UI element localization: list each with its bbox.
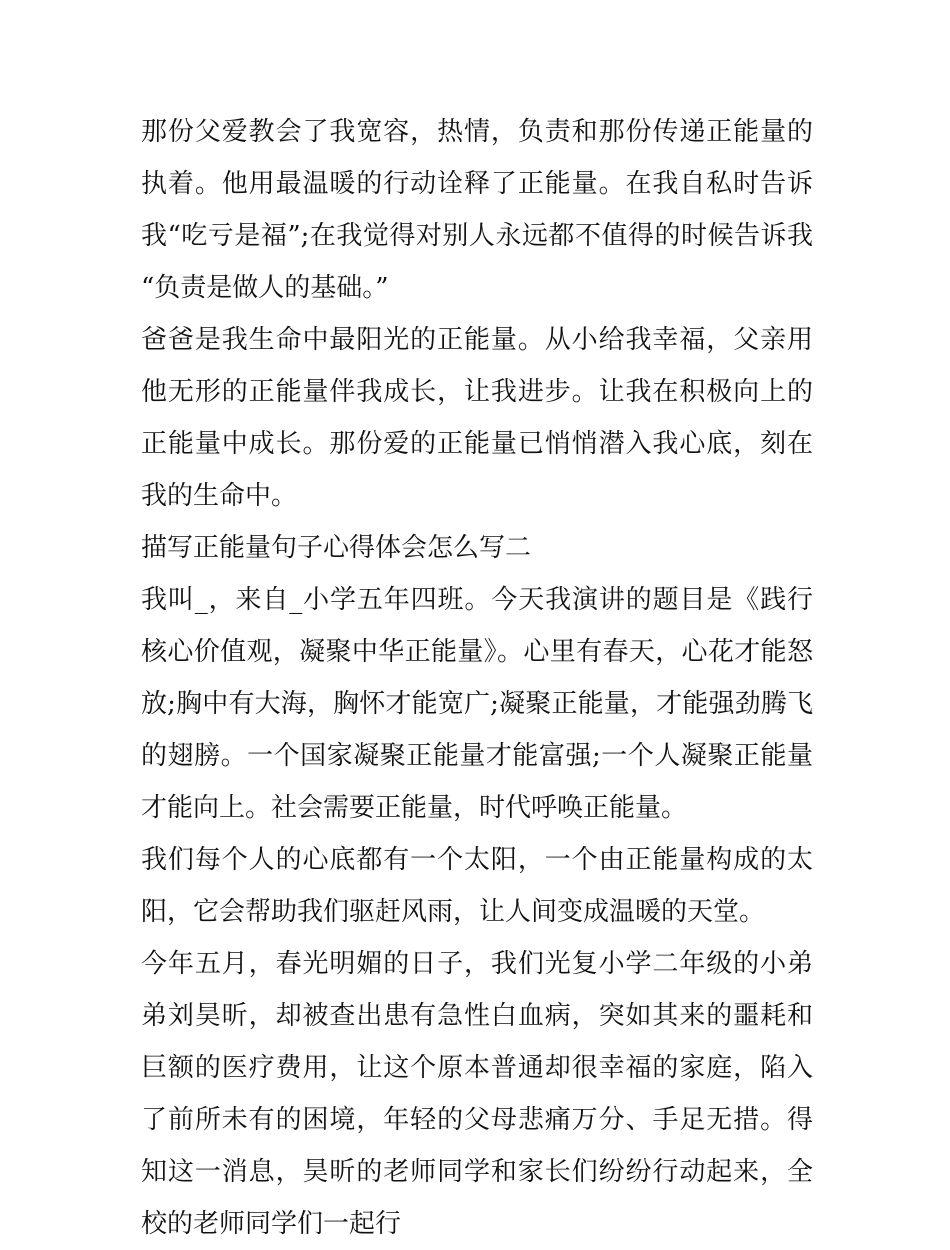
document-body [141,106,813,1250]
paragraph-inner-sun: 我们每个人的心底都有一个太阳，一个由正能量构成的太阳，它会帮助我们驱赶风雨，让人间变成温暖的天堂。 [141,845,813,927]
paragraph-dad-sunshine: 爸爸是我生命中最阳光的正能量。从小给我幸福，父亲用他无形的正能量伴我成长，让我进步。让我在积极向上的正能量中成长。那份爱的正能量已悄悄潜入我心底，刻在我的生命中。 [141,325,813,511]
paragraph-father-love: 那份父爱教会了我宽容，热情，负责和那份传递正能量的执着。他用最温暖的行动诠释了正能量。在我自私时告诉我“吃亏是福”;在我觉得对别人永远都不值得的时候告诉我“负责是做人的基础。” [141,117,813,303]
section-heading: 描写正能量句子心得体会怎么写二 [141,533,532,563]
paragraph-may-story: 今年五月，春光明媚的日子，我们光复小学二年级的小弟弟刘昊昕，却被查出患有急性白血病，突如其来的噩耗和巨额的医疗费用，让这个原本普通却很幸福的家庭，陷入了前所未有的困境，年轻的父母悲痛万分、手足无措。得知这一消息，昊昕的老师同学和家长们纷纷行动起来，全校的老师同学们一起行 [141,949,813,1239]
paragraph-speech-intro: 我叫_，来自_小学五年四班。今天我演讲的题目是《践行核心价值观，凝聚中华正能量》。心里有春天，心花才能怒放;胸中有大海，胸怀才能宽广;凝聚正能量，才能强劲腾飞的翅膀。一个国家凝聚正能量才能富强;一个人凝聚正能量才能向上。社会需要正能量，时代呼唤正能量。 [141,585,813,823]
